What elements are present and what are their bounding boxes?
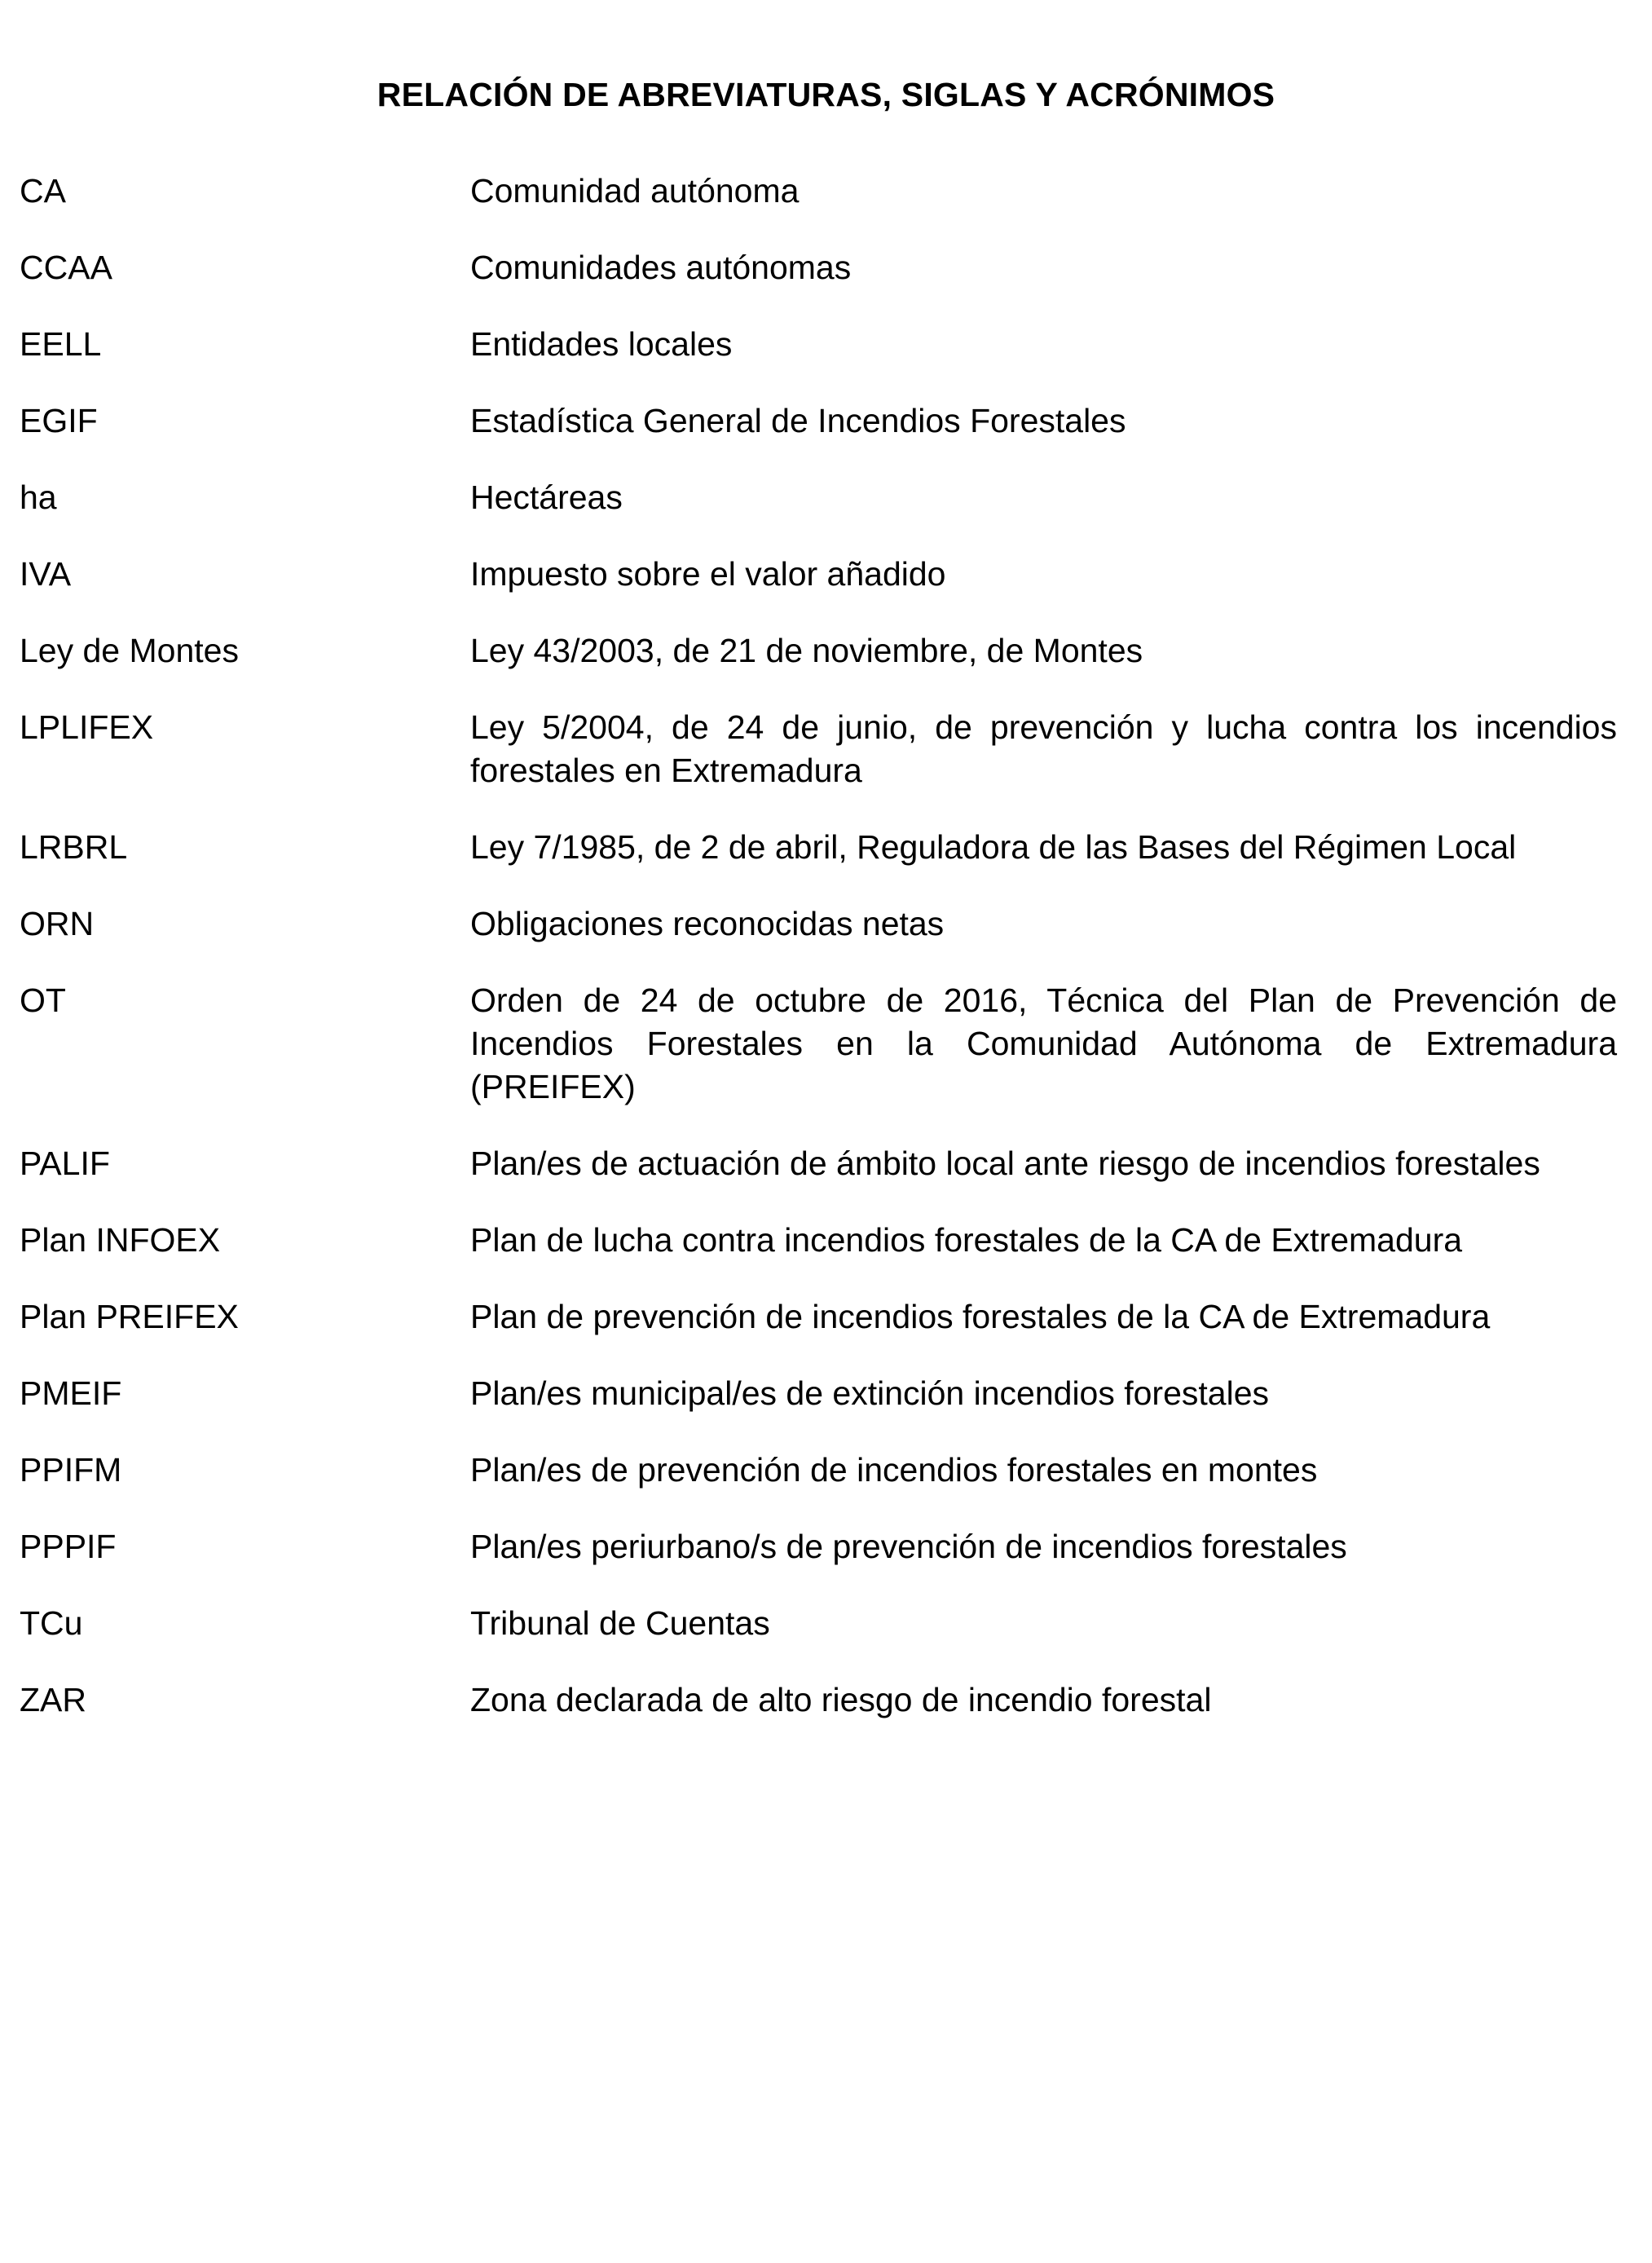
abbreviation-term: ZAR <box>20 1681 86 1718</box>
abbreviation-term: Plan PREIFEX <box>20 1298 239 1335</box>
abbreviation-row <box>20 170 1617 213</box>
abbreviation-term: CA <box>20 172 66 210</box>
abbreviation-row <box>20 476 1617 519</box>
abbreviation-term: PALIF <box>20 1145 110 1182</box>
abbreviation-term: PMEIF <box>20 1374 122 1412</box>
abbreviation-row <box>20 902 1617 946</box>
abbreviation-definition: Entidades locales <box>470 325 733 363</box>
abbreviation-row <box>20 1449 1617 1492</box>
abbreviation-definition: Plan/es municipal/es de extinción incendios forestales <box>470 1374 1269 1412</box>
abbreviation-term: TCu <box>20 1604 83 1642</box>
abbreviation-definition: Ley 7/1985, de 2 de abril, Reguladora de las Bases del Régimen Local <box>470 828 1517 866</box>
abbreviation-row <box>20 629 1617 673</box>
abbreviation-term: IVA <box>20 555 72 593</box>
abbreviation-term: CCAA <box>20 249 112 286</box>
page-title: RELACIÓN DE ABREVIATURAS, SIGLAS Y ACRÓNIMOS <box>377 76 1275 113</box>
abbreviation-row <box>20 1219 1617 1262</box>
abbreviation-definition: Plan/es periurbano/s de prevención de incendios forestales <box>470 1528 1347 1565</box>
abbreviation-row <box>20 399 1617 443</box>
abbreviation-term: OT <box>20 982 66 1019</box>
abbreviation-term: EELL <box>20 325 102 363</box>
abbreviation-definition: Estadística General de Incendios Forestales <box>470 402 1126 439</box>
abbreviation-term: ha <box>20 479 57 516</box>
abbreviation-definition: Impuesto sobre el valor añadido <box>470 555 946 593</box>
abbreviation-row <box>20 1679 1617 1722</box>
abbreviation-definition: Comunidad autónoma <box>470 172 800 210</box>
abbreviation-row <box>20 826 1617 869</box>
abbreviation-definition: Plan/es de actuación de ámbito local ante riesgo de incendios forestales <box>470 1145 1540 1182</box>
abbreviation-term: ORN <box>20 905 95 942</box>
abbreviation-definition: Tribunal de Cuentas <box>470 1604 770 1642</box>
abbreviation-definition: Comunidades autónomas <box>470 249 852 286</box>
abbreviation-term: LRBRL <box>20 828 128 866</box>
abbreviation-row <box>20 553 1617 596</box>
abbreviation-definition: Plan de lucha contra incendios forestales de la CA de Extremadura <box>470 1221 1463 1259</box>
abbreviation-row <box>20 1525 1617 1568</box>
abbreviation-definition: Plan de prevención de incendios forestales de la CA de Extremadura <box>470 1298 1491 1335</box>
abbreviation-row <box>20 323 1617 366</box>
abbreviation-term: PPIFM <box>20 1451 122 1489</box>
abbreviation-row <box>20 1372 1617 1415</box>
abbreviation-definition: Orden de 24 de octubre de 2016, Técnica del Plan de Prevención de Incendios Forestales en la Comunidad Autónoma de Extremadura (PREIFEX) <box>470 982 1617 1105</box>
abbreviation-row <box>20 1142 1617 1185</box>
abbreviation-term: Ley de Montes <box>20 632 239 669</box>
abbreviation-row <box>20 1602 1617 1645</box>
abbreviation-list <box>20 170 1617 1755</box>
abbreviation-term: LPLIFEX <box>20 708 154 746</box>
abbreviation-row <box>20 706 1617 792</box>
abbreviation-definition: Hectáreas <box>470 479 623 516</box>
abbreviation-row <box>20 1295 1617 1339</box>
abbreviation-definition: Plan/es de prevención de incendios forestales en montes <box>470 1451 1318 1489</box>
abbreviation-definition: Obligaciones reconocidas netas <box>470 905 945 942</box>
abbreviation-term: PPPIF <box>20 1528 117 1565</box>
abbreviation-definition: Ley 5/2004, de 24 de junio, de prevención y lucha contra los incendios forestales en Extremadura <box>470 708 1617 789</box>
abbreviation-term: Plan INFOEX <box>20 1221 221 1259</box>
abbreviation-definition: Ley 43/2003, de 21 de noviembre, de Montes <box>470 632 1143 669</box>
abbreviation-row <box>20 979 1617 1109</box>
abbreviation-term: EGIF <box>20 402 98 439</box>
abbreviation-row <box>20 246 1617 289</box>
abbreviation-definition: Zona declarada de alto riesgo de incendio forestal <box>470 1681 1212 1718</box>
